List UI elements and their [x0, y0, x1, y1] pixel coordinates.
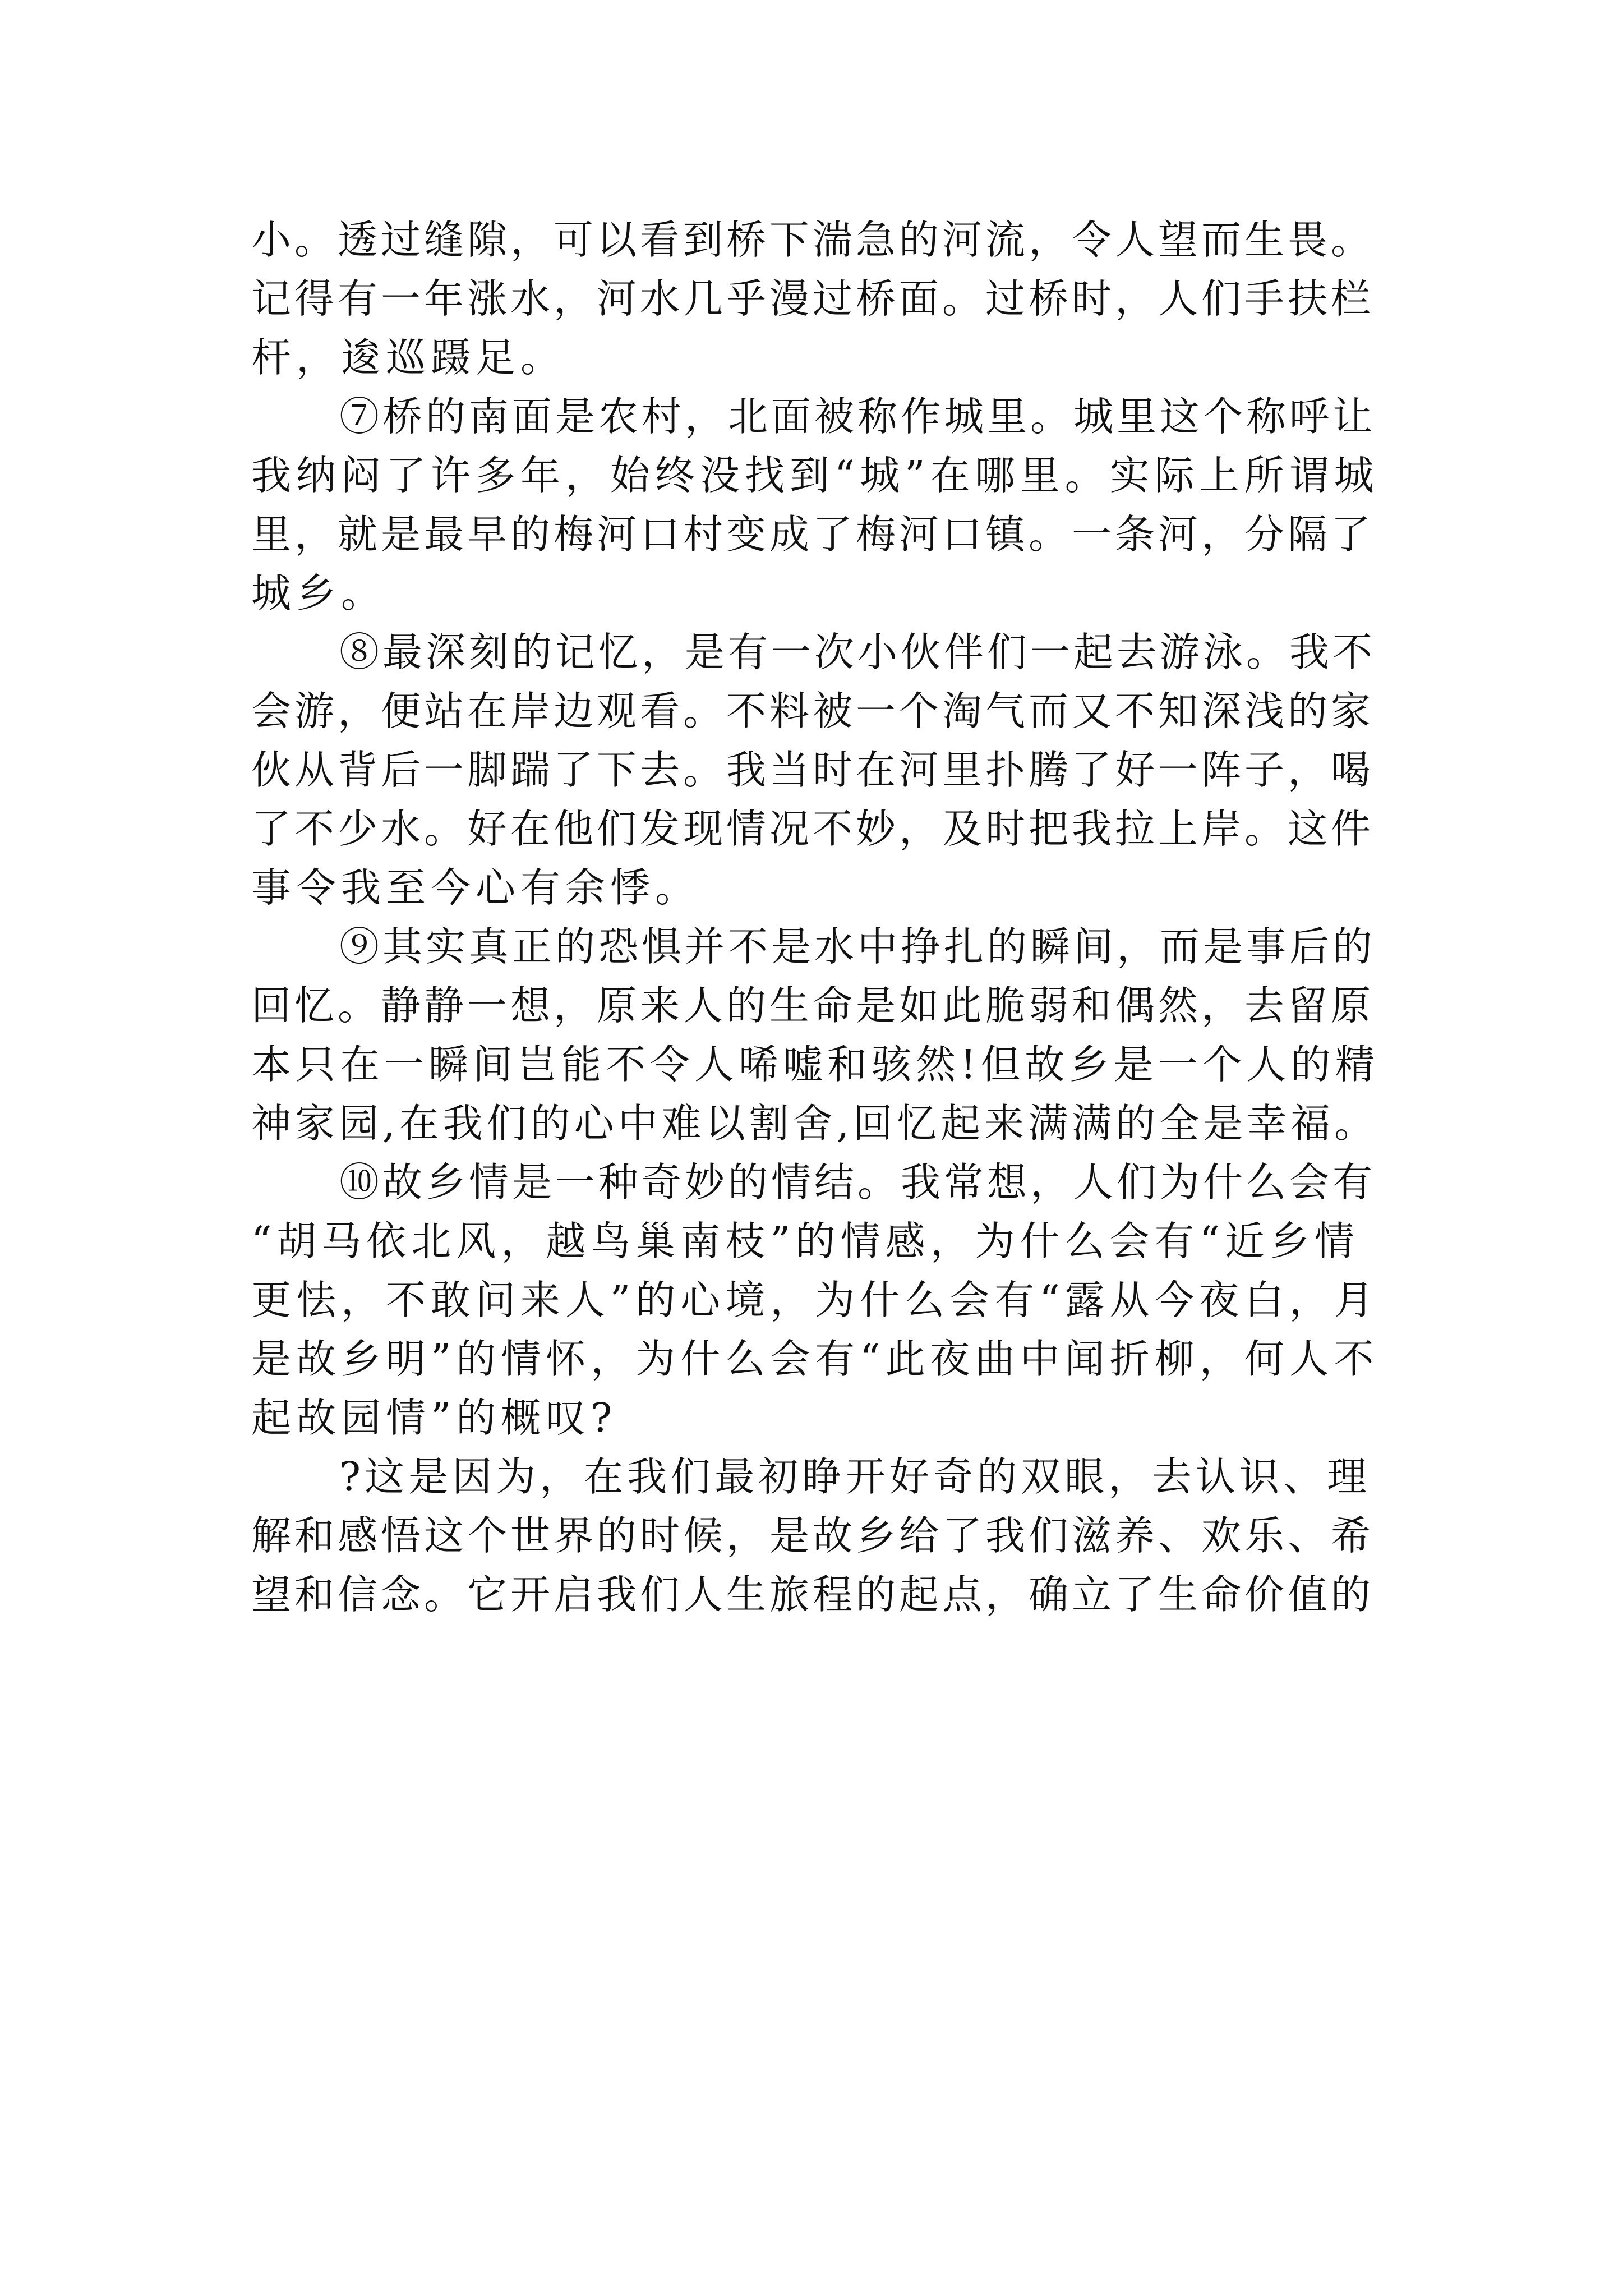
text-line: 杆，逡巡蹑足。	[251, 334, 566, 381]
text-line: 望和信念。它开启我们人生旅程的起点，确立了生命价值的	[251, 1571, 1375, 1618]
text-line: 更怯，不敢问来人”的心境，为什么会有“露从今夜白，月	[251, 1277, 1379, 1323]
paragraph-7-first-line: ⑦桥的南面是农村，北面被称作城里。城里这个称呼让	[339, 393, 1376, 440]
text-line: 是故乡明”的情怀，为什么会有“此夜曲中闻折柳，何人不	[251, 1336, 1379, 1382]
paragraph-8-first-line: ⑧最深刻的记忆，是有一次小伙伴们一起去游泳。我不	[339, 629, 1376, 675]
body-text	[251, 210, 1382, 1624]
text-line: 事令我至今心有余悸。	[251, 864, 700, 911]
text-line: 会游，便站在岸边观看。不料被一个淘气而又不知深浅的家	[251, 688, 1375, 734]
text-line: 里，就是最早的梅河口村变成了梅河口镇。一条河，分隔了	[251, 511, 1375, 558]
text-line: 神家园,在我们的心中难以割舍,回忆起来满满的全是幸福。	[251, 1100, 1378, 1147]
paragraph-10-first-line: ⑩故乡情是一种奇妙的情结。我常想，人们为什么会有	[339, 1159, 1376, 1205]
text-line: “胡马依北风，越鸟巢南枝”的情感，为什么会有“近乡情	[251, 1218, 1359, 1264]
text-line: 小。透过缝隙，可以看到桥下湍急的河流，令人望而生畏。	[251, 217, 1375, 263]
text-line: 回忆。静静一想，原来人的生命是如此脆弱和偶然，去留原	[251, 982, 1375, 1029]
text-line: 记得有一年涨水，河水几乎漫过桥面。过桥时，人们手扶栏	[251, 275, 1375, 322]
text-line: 了不少水。好在他们发现情况不妙，及时把我拉上岸。这件	[251, 806, 1375, 852]
text-line: 伙从背后一脚踹了下去。我当时在河里扑腾了好一阵子，喝	[251, 747, 1375, 793]
text-line: 我纳闷了许多年，始终没找到“城”在哪里。实际上所谓城	[251, 452, 1379, 499]
text-line: 起故园情”的概叹?	[251, 1395, 617, 1441]
paragraph-9-first-line: ⑨其实真正的恐惧并不是水中挣扎的瞬间，而是事后的	[339, 923, 1376, 970]
text-line: 城乡。	[251, 570, 386, 616]
text-line: 本只在一瞬间岂能不令人唏嘘和骇然!但故乡是一个人的精	[251, 1041, 1380, 1088]
paragraph-11-first-line: ?这是因为，在我们最初睁开好奇的双眼，去认识、理	[339, 1453, 1371, 1500]
text-line: 解和感悟这个世界的时候，是故乡给了我们滋养、欢乐、希	[251, 1512, 1375, 1559]
